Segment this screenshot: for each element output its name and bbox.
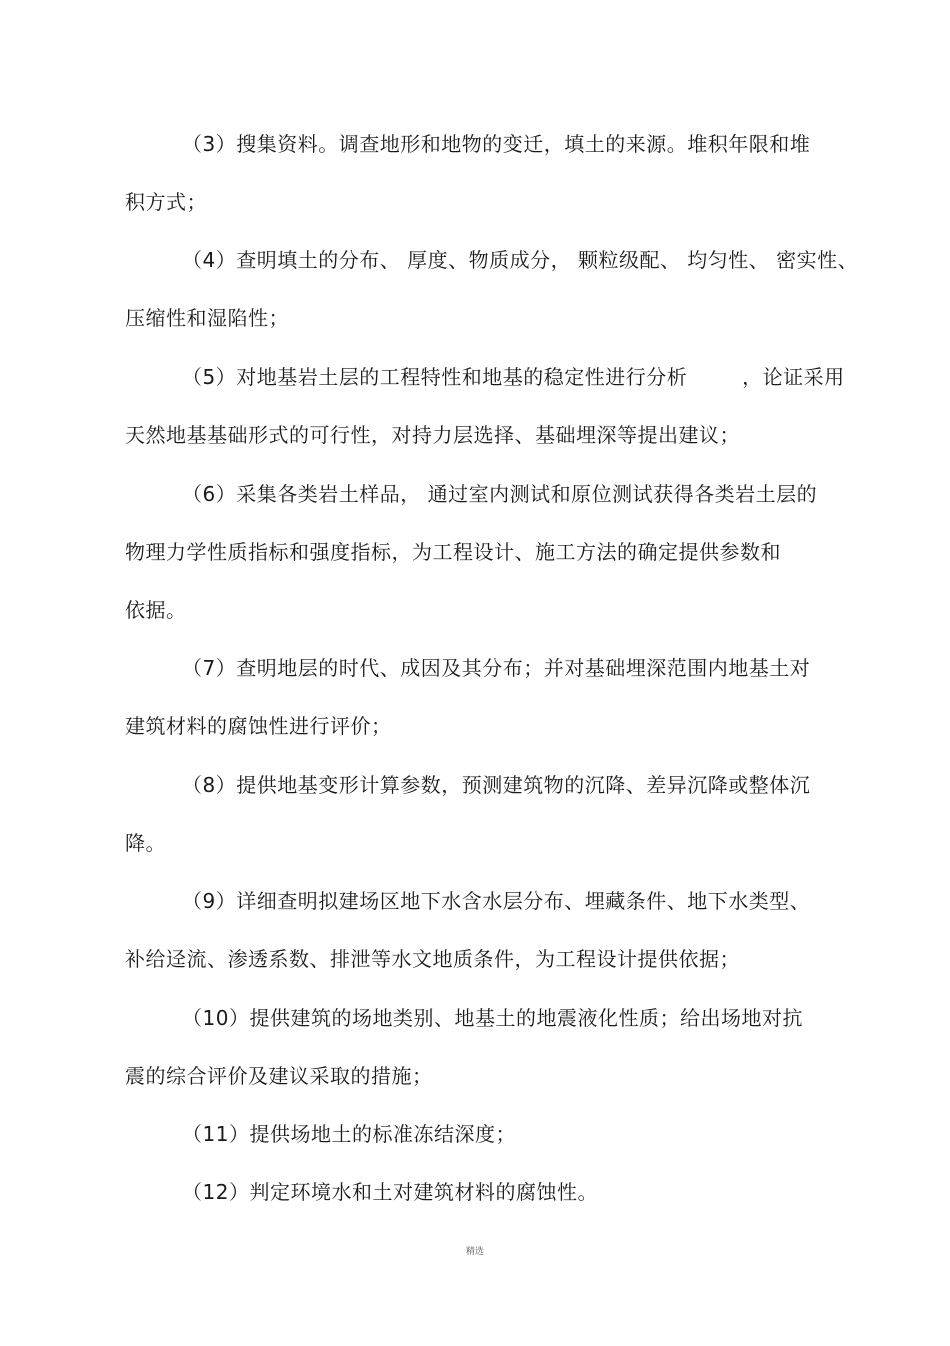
- text-line: 建筑材料的腐蚀性进行评价；: [125, 714, 392, 738]
- page-footer: 精选: [465, 1247, 484, 1257]
- text-line: （8）提供地基变形计算参数，预测建筑物的沉降、差异沉降或整体沉: [182, 773, 811, 797]
- text-line: （7）查明地层的时代、成因及其分布；并对基础埋深范围内地基土对: [182, 656, 811, 680]
- text-line: （9）详细查明拟建场区地下水含水层分布、埋藏条件、地下水类型、: [182, 889, 811, 913]
- text-line: （5）对地基岩土层的工程特性和地基的稳定性进行分析 ，论证采用: [182, 365, 845, 389]
- text-line: 降。: [125, 831, 166, 855]
- text-line: 积方式；: [125, 190, 207, 214]
- text-line: 天然地基基础形式的可行性，对持力层选择、基础埋深等提出建议；: [125, 423, 740, 447]
- text-line: （6）采集各类岩土样品， 通过室内测试和原位测试获得各类岩土层的: [182, 482, 818, 506]
- text-line: （10）提供建筑的场地类别、地基土的地震液化性质；给出场地对抗: [182, 1006, 803, 1030]
- text-line: 依据。: [125, 598, 187, 622]
- text-line: 补给迳流、渗透系数、排泄等水文地质条件，为工程设计提供依据；: [125, 947, 740, 971]
- text-line: 压缩性和湿陷性；: [125, 306, 289, 330]
- text-line: 物理力学性质指标和强度指标，为工程设计、施工方法的确定提供参数和: [125, 540, 781, 564]
- text-line: （11）提供场地土的标准冻结深度；: [182, 1122, 516, 1146]
- text-line: （3）搜集资料。调查地形和地物的变迁，填土的来源。堆积年限和堆: [182, 132, 811, 156]
- text-line: （12）判定环境水和土对建筑材料的腐蚀性。: [182, 1180, 598, 1204]
- text-line: （4）查明填土的分布、 厚度、物质成分， 颗粒级配、 均匀性、 密实性、: [182, 248, 859, 272]
- text-line: 震的综合评价及建议采取的措施；: [125, 1064, 433, 1088]
